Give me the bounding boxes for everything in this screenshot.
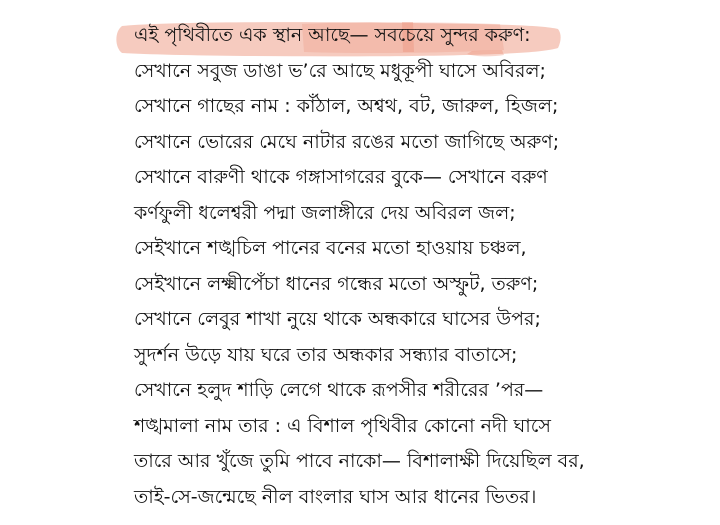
poem-line: সুদর্শন উড়ে যায় ঘরে তার অন্ধকার সন্ধ্যার বাতাসে;: [134, 343, 518, 366]
poem-line: সেইখানে শঙ্খচিল পানের বনের মতো হাওয়ায় চঞ্চল,: [134, 237, 527, 259]
poem-line: সেখানে সবুজ ডাঙা ভ’রে আছে মধুকূপী ঘাসে অবিরল;: [134, 59, 546, 82]
poem-line: সেখানে গাছের নাম : কাঁঠাল, অশ্বথ, বট, জারুল, হিজল;: [134, 95, 559, 117]
poem-line: সেখানে লেবুর শাখা নুয়ে থাকে অন্ধকারে ঘাসের উপর;: [134, 308, 541, 330]
poem-line: সেইখানে লক্ষ্মীপেঁচা ধানের গন্ধের মতো অস্ফুট, তরুণ;: [134, 272, 539, 295]
poem-line: তারে আর খুঁজে তুমি পাবে নাকো— বিশালাক্ষী দিয়েছিল বর,: [134, 450, 585, 472]
poem-line: সেখানে হলুদ শাড়ি লেগে থাকে রূপসীর শরীরের ’পর—: [134, 379, 544, 401]
poem-line: তাই-সে-জন্মেছে নীল বাংলার ঘাস আর ধানের ভিতর।: [134, 485, 537, 508]
poem-line: সেখানে বারুণী থাকে গঙ্গাসাগরের বুকে— সেখানে বরুণ: [134, 166, 548, 188]
poem-line: সেখানে ভোরের মেঘে নাটার রঙের মতো জাগিছে অরুণ;: [134, 130, 560, 153]
poem-text: [134, 18, 694, 515]
poem-line: এই পৃথিবীতে এক স্থান আছে— সবচেয়ে সুন্দর করুণ:: [134, 24, 531, 46]
poem-line: শঙ্খমালা নাম তার : এ বিশাল পৃথিবীর কোনো নদী ঘাসে: [134, 414, 551, 437]
poem-line: কর্ণফুলী ধলেশ্বরী পদ্মা জলাঙ্গীরে দেয় অবিরল জল;: [134, 201, 516, 224]
